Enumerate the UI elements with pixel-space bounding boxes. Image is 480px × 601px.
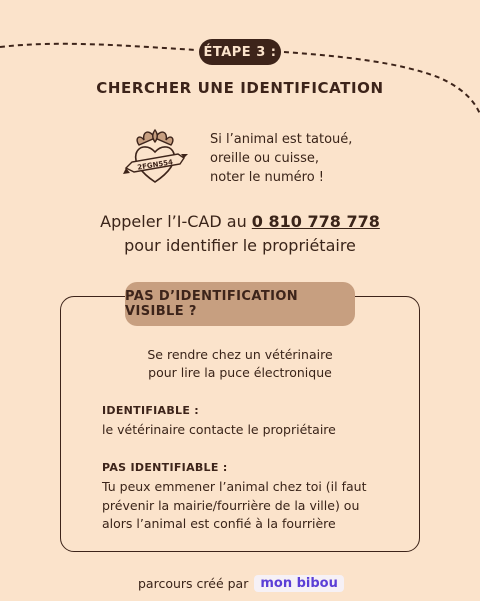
not-identifiable-heading: PAS IDENTIFIABLE :: [102, 461, 228, 474]
step-badge: ÉTAPE 3 :: [199, 39, 281, 65]
not-identifiable-line: Tu peux emmener l’animal chez toi (il faut: [102, 479, 367, 494]
identifiable-text: [102, 421, 336, 440]
dashed-path-decoration: [0, 0, 480, 130]
vet-line: Se rendre chez un vétérinaire: [147, 347, 333, 362]
call-line-2: pour identifier le propriétaire: [124, 236, 356, 255]
identifiable-heading: IDENTIFIABLE :: [102, 404, 199, 417]
tattoo-instructions: [210, 130, 352, 187]
footer-text: parcours créé par: [138, 576, 249, 591]
identifiable-line: le vétérinaire contacte le propriétaire: [102, 422, 336, 437]
section-title: CHERCHER UNE IDENTIFICATION: [96, 79, 384, 97]
tattoo-line: oreille ou cuisse,: [210, 151, 319, 166]
not-identifiable-line: alors l’animal est confié à la fourrière: [102, 516, 336, 531]
not-identifiable-text: [102, 478, 367, 534]
vet-instructions: [0, 346, 480, 382]
tattoo-line: noter le numéro !: [210, 170, 325, 185]
tattoo-banner-text: 2FGN554: [136, 158, 174, 172]
brand-logo: mon bibou: [254, 575, 344, 592]
not-identifiable-line: prévenir la mairie/fourrière de la ville) ou: [102, 497, 360, 513]
call-prefix: Appeler l’I-CAD au: [100, 212, 252, 231]
footer-credit: [138, 575, 344, 592]
phone-number-link[interactable]: 0 810 778 778: [251, 212, 380, 231]
call-line: [0, 212, 480, 231]
heart-tattoo-icon: [122, 124, 188, 188]
tattoo-line: Si l’animal est tatoué,: [210, 132, 353, 147]
box-title-badge: PAS D’IDENTIFICATION VISIBLE ?: [125, 282, 355, 326]
vet-line: pour lire la puce électronique: [148, 365, 332, 380]
